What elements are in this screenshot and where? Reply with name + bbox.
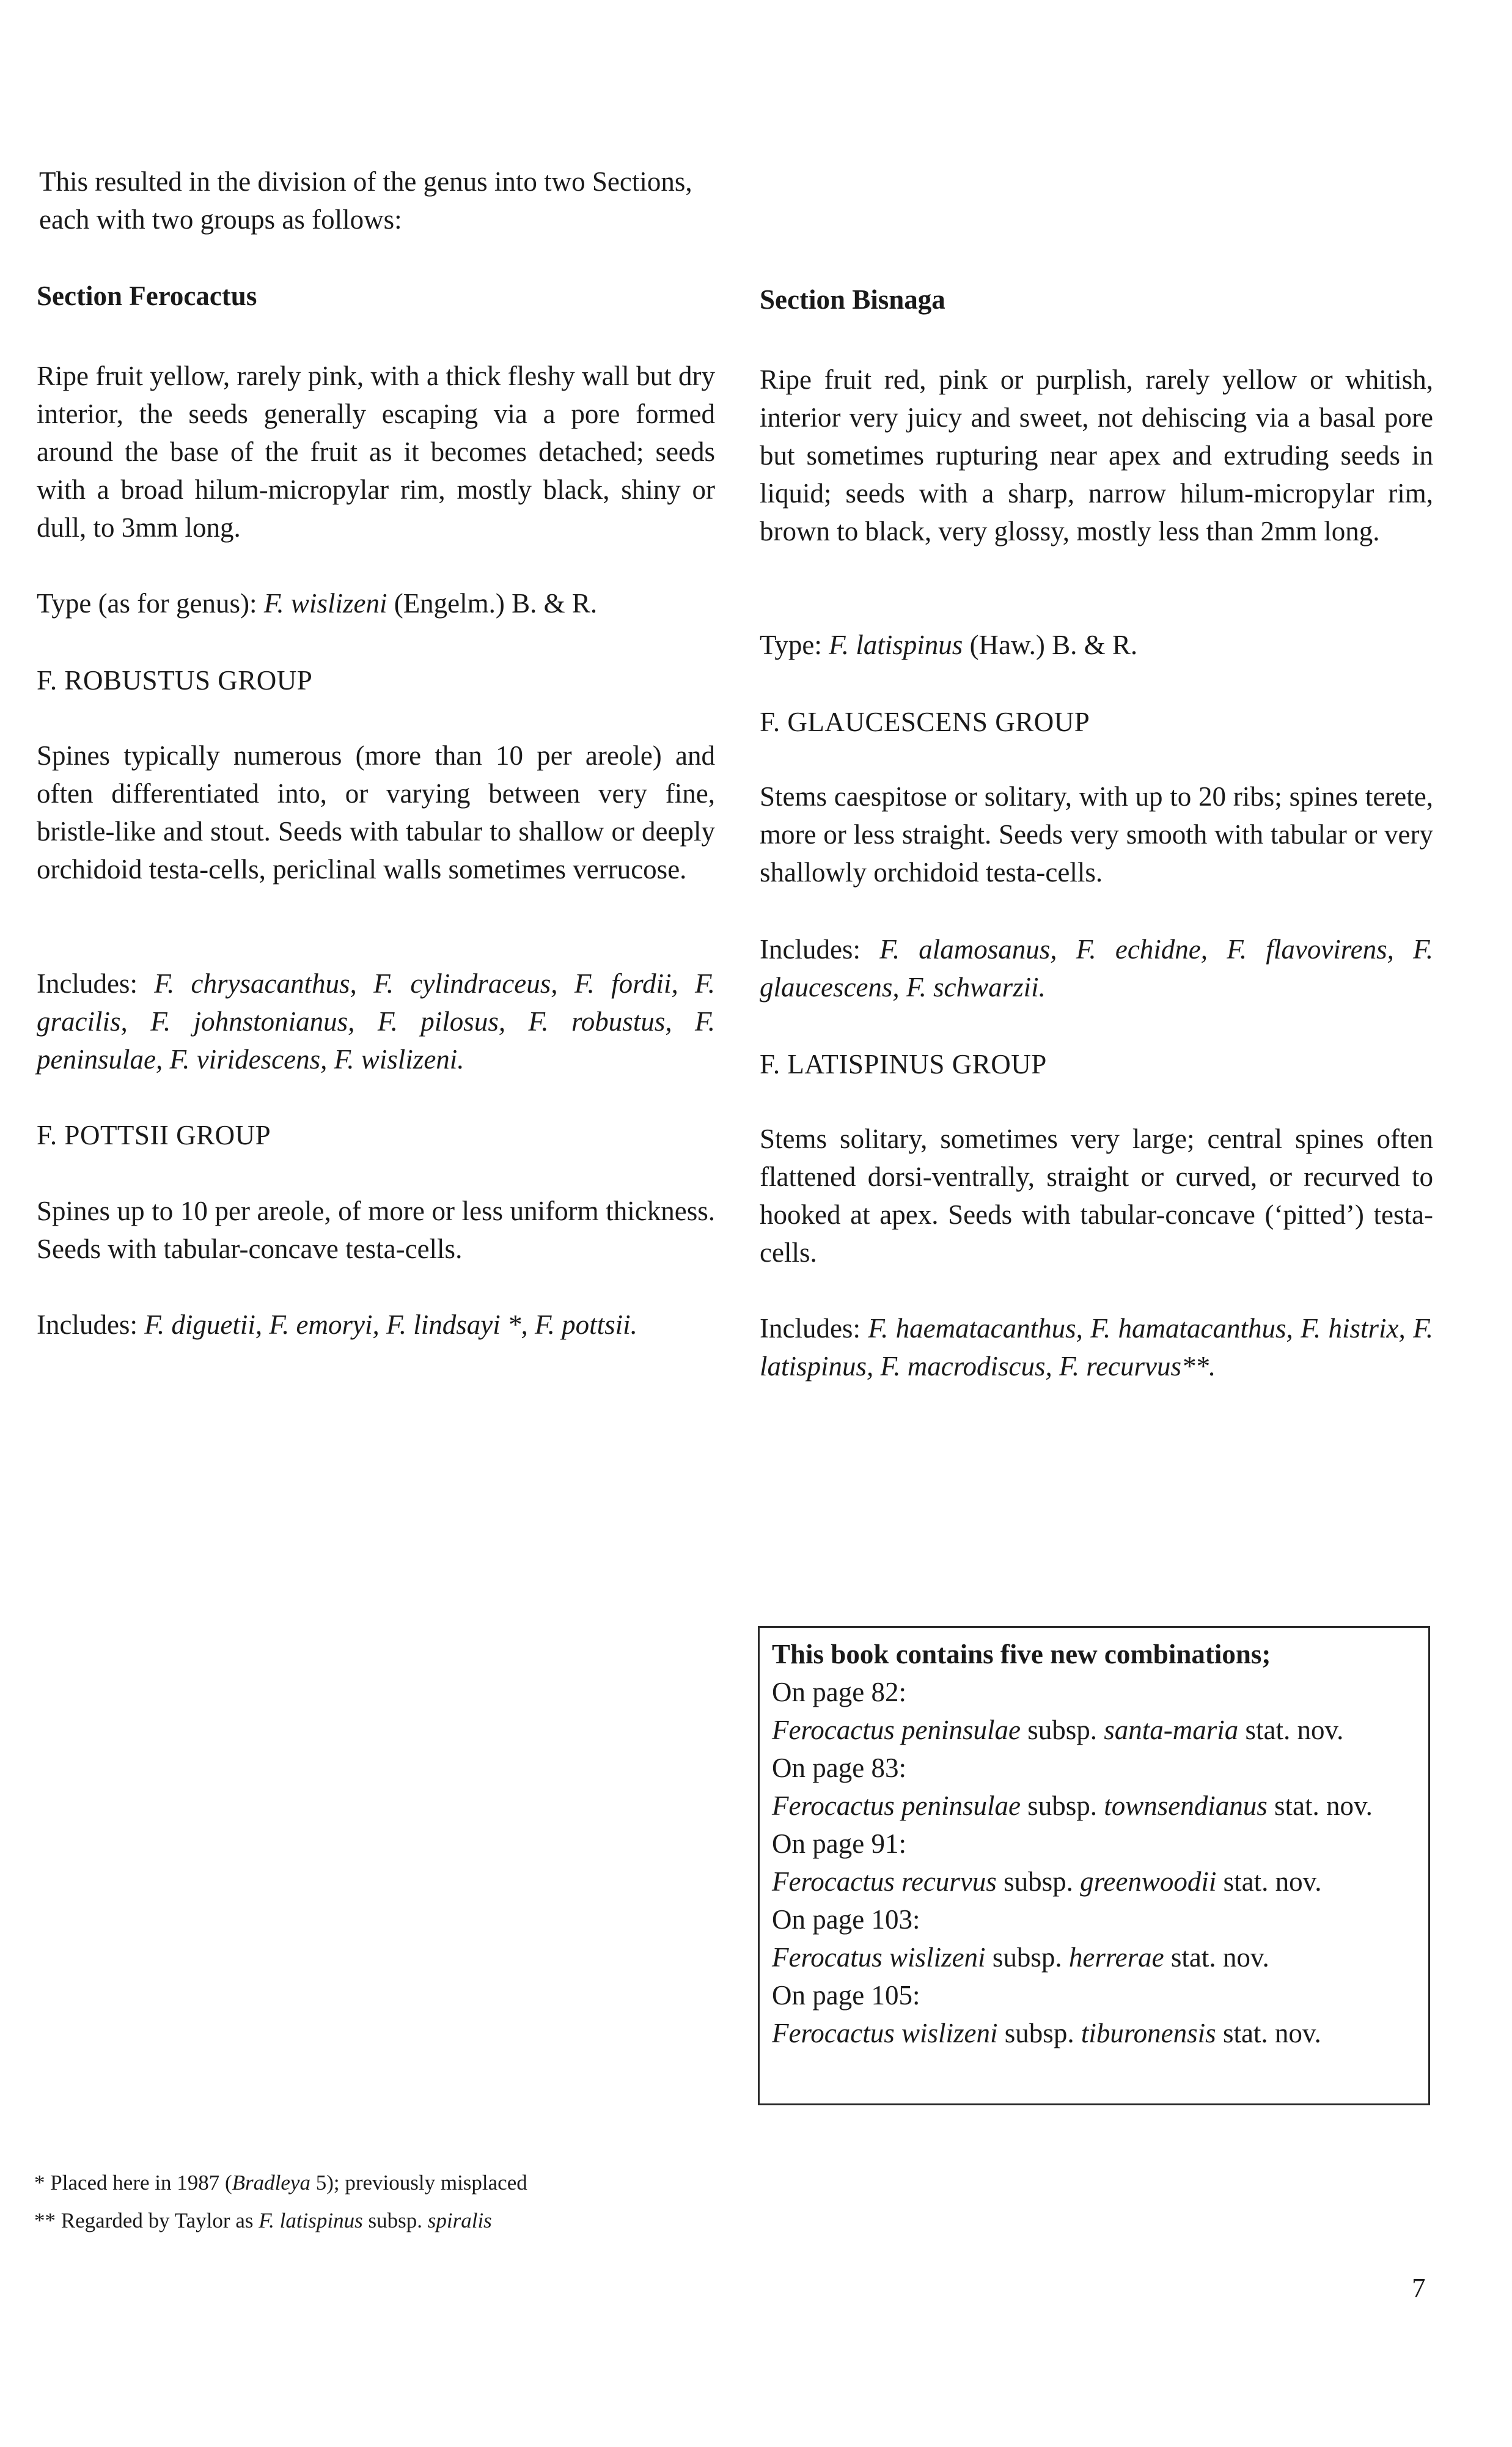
footnote-1: * Placed here in 1987 (Bradleya 5); previously misplaced [34, 2171, 527, 2195]
glaucescens-group-description: Stems caespitose or solitary, with up to 20 ribs; spines terete, more or less straight. Seeds very smooth with tabular or very shallowly orchidoid testa-cells. [760, 781, 1433, 888]
new-combinations-title: This book contains five new combinations; [772, 1639, 1271, 1669]
page-number: 7 [1412, 2273, 1426, 2303]
section-bisnaga-type: Type: F. latispinus (Haw.) B. & R. [760, 630, 1138, 660]
combination-page: On page 91: [772, 1828, 906, 1859]
intro-paragraph: This resulted in the division of the genus into two Sections, each with two groups as follows: [39, 166, 692, 235]
pottsii-group-description: Spines up to 10 per areole, of more or less uniform thickness. Seeds with tabular-concave testa-cells. [37, 1196, 715, 1264]
robustus-group-description: Spines typically numerous (more than 10 per areole) and often differentiated into, or varying between very fine, bristle-like and stout. Seeds with tabular to shallow or deeply orchidoid testa-cells, periclinal walls sometimes verrucose. [37, 740, 715, 885]
combination-name: Ferocactus peninsulae subsp. santa-maria stat. nov. [772, 1715, 1344, 1745]
pottsii-group-includes: Includes: F. diguetii, F. emoryi, F. lindsayi *, F. pottsii. [37, 1309, 637, 1340]
section-ferocactus-type: Type (as for genus): F. wislizeni (Engelm.) B. & R. [37, 588, 598, 619]
combination-page: On page 103: [772, 1904, 920, 1935]
footnotes [34, 2164, 768, 2240]
combination-name: Ferocactus peninsulae subsp. townsendianus stat. nov. [772, 1790, 1373, 1821]
pottsii-group-title: F. POTTSII GROUP [37, 1120, 271, 1150]
combination-page: On page 105: [772, 1980, 920, 2011]
glaucescens-group-includes: Includes: F. alamosanus, F. echidne, F. flavovirens, F. glaucescens, F. schwarzii. [760, 934, 1433, 1003]
footnote-2: ** Regarded by Taylor as F. latispinus subsp. spiralis [34, 2209, 492, 2232]
latispinus-group-includes: Includes: F. haematacanthus, F. hamatacanthus, F. histrix, F. latispinus, F. macrodiscus, F. recurvus**. [760, 1313, 1434, 1382]
glaucescens-group-title: F. GLAUCESCENS GROUP [760, 707, 1090, 737]
latispinus-group-description: Stems solitary, sometimes very large; central spines often flattened dorsi-ventrally, straight or curved, or recurved to hooked at apex. Seeds with tabular-concave (‘pitted’) testa-cells. [760, 1124, 1433, 1268]
robustus-group-includes: Includes: F. chrysacanthus, F. cylindraceus, F. fordii, F. gracilis, F. johnstonianus, F. pilosus, F. robustus, F. peninsulae, F. viridescens, F. wislizeni. [37, 968, 715, 1075]
combination-name: Ferocactus recurvus subsp. greenwoodii stat. nov. [772, 1866, 1322, 1897]
combination-page: On page 82: [772, 1677, 906, 1707]
new-combinations-box [758, 1626, 1430, 2105]
combination-page: On page 83: [772, 1753, 906, 1783]
section-bisnaga-heading: Section Bisnaga [760, 284, 945, 315]
combination-name: Ferocactus wislizeni subsp. tiburonensis stat. nov. [772, 2018, 1321, 2048]
latispinus-group-title: F. LATISPINUS GROUP [760, 1049, 1047, 1080]
section-ferocactus-heading: Section Ferocactus [37, 281, 257, 311]
section-bisnaga-description: Ripe fruit red, pink or purplish, rarely yellow or whitish, interior very juicy and sweet, not dehiscing via a basal pore but sometimes rupturing near apex and extruding seeds in liquid; seeds with a sharp, narrow hilum-micropylar rim, brown to black, very glossy, mostly less than 2mm long. [760, 364, 1433, 546]
robustus-group-title: F. ROBUSTUS GROUP [37, 665, 313, 696]
combination-name: Ferocatus wislizeni subsp. herrerae stat. nov. [772, 1942, 1269, 1973]
section-ferocactus-description: Ripe fruit yellow, rarely pink, with a thick fleshy wall but dry interior, the seeds generally escaping via a pore formed around the base of the fruit as it becomes detached; seeds with a broad hilum-micropylar rim, mostly black, shiny or dull, to 3mm long. [37, 361, 715, 543]
